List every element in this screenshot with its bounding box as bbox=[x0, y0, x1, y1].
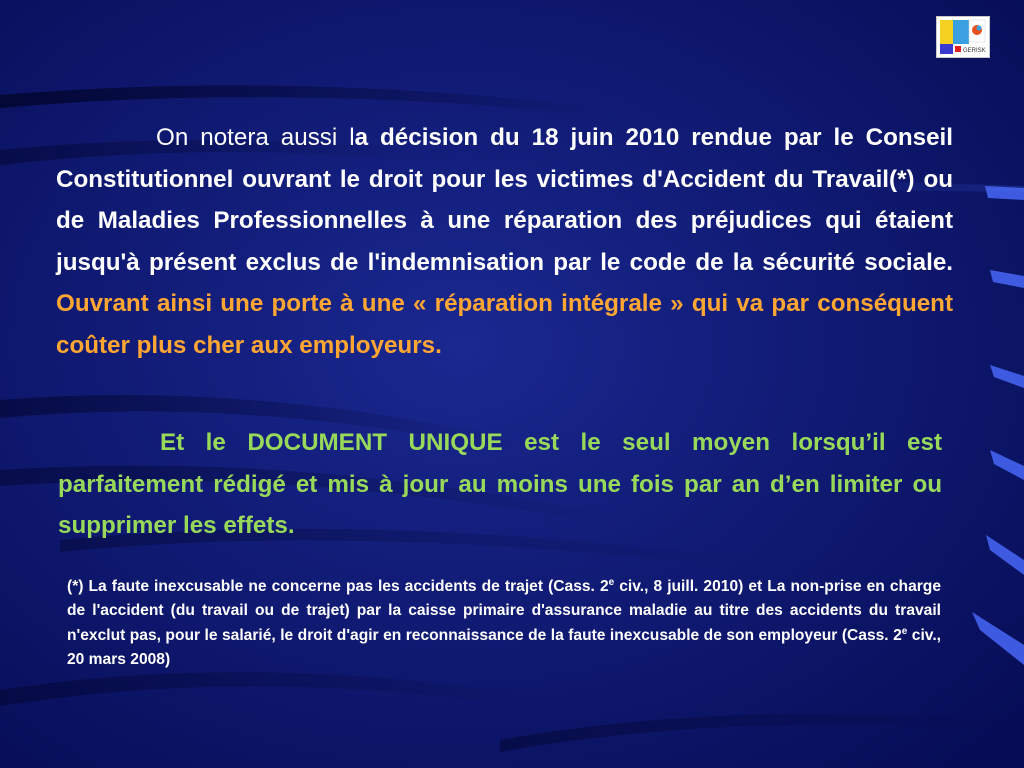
footnote-part1: (*) La faute inexcusable ne concerne pas les accidents de trajet (Cass. 2 bbox=[67, 578, 609, 595]
paragraph-document-unique bbox=[58, 422, 942, 547]
footnote-sup2: e bbox=[901, 625, 908, 637]
footnote-sup1: e bbox=[608, 576, 615, 588]
paragraph-intro: On notera aussi l bbox=[156, 124, 355, 151]
paragraph-highlight: Ouvrant ainsi une porte à une « réparation intégrale » qui va par conséquent coûter plus cher aux employeurs. bbox=[56, 290, 953, 359]
footnote bbox=[67, 575, 941, 673]
paragraph-bold: a décision du 18 juin 2010 rendue par le Conseil Constitutionnel ouvrant le droit pour les victimes d'Accident du Travail(*) ou de Maladies Professionnelles à une réparation des préjudices qui étaient jusqu'à présent exclus de l'indemnisation par le code de la sécurité sociale. bbox=[56, 124, 953, 276]
paragraph-document-unique-text: Et le DOCUMENT UNIQUE est le seul moyen lorsqu’il est parfaitement rédigé et mis à jour au moins une fois par an d’en limiter ou supprimer les effets. bbox=[58, 429, 942, 539]
svg-text:GERISK: GERISK bbox=[963, 48, 986, 54]
footnote-part2: civ., 8 juill. 2010) et La non-prise en charge de l'accident (du travail ou de trajet) par la caisse primaire d'assurance maladie au titre des accidents du travail n'exclut pas, pour le salarié, le droit d'agir en reconnaissance de la faute inexcusable de son employeur (Cass. 2 bbox=[67, 578, 942, 644]
paragraph-ruling bbox=[56, 117, 953, 366]
company-logo bbox=[936, 16, 990, 58]
footnote-part3: civ., 20 mars 2008) bbox=[67, 626, 941, 669]
